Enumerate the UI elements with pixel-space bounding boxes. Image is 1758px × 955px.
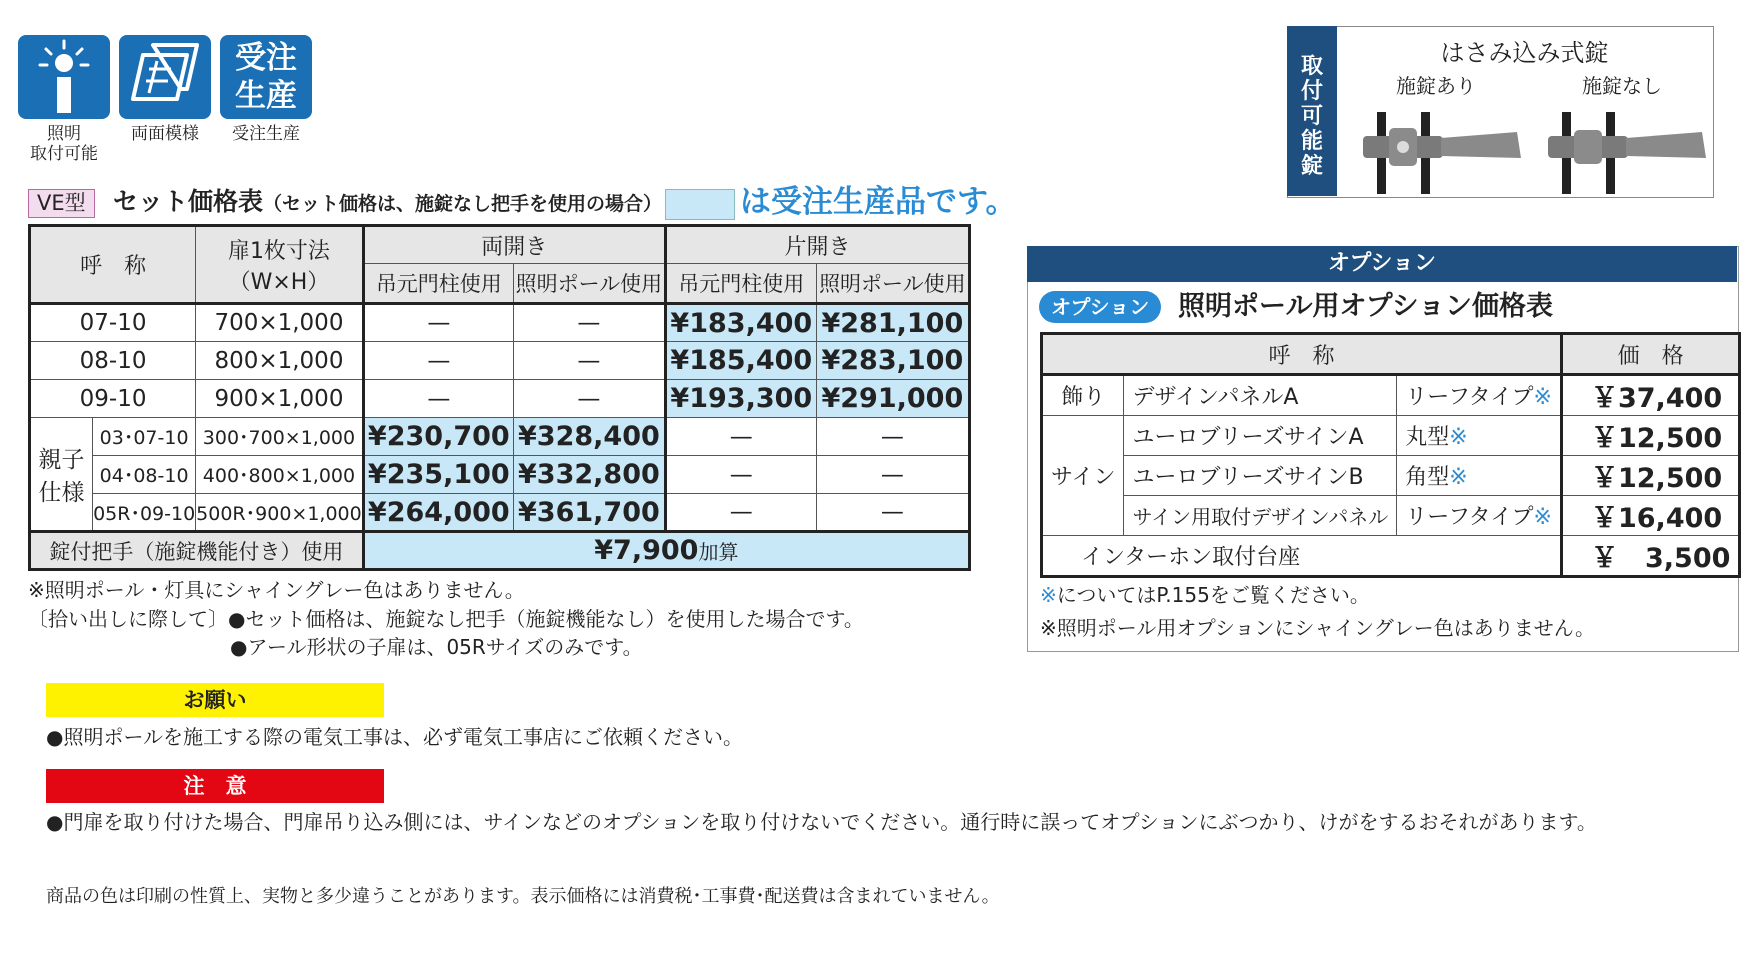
header-door-size: 扉1枚寸法 （W×H）	[196, 226, 364, 304]
double-sided-pattern-icon	[119, 35, 211, 119]
option-price: ￥37,400	[1561, 375, 1739, 416]
price-double-post: —	[363, 380, 513, 418]
option-note-shine-gray: ※照明ポール用オプションにシャイングレー色はありません。	[1040, 616, 1595, 640]
lock-with-icon	[1355, 108, 1525, 194]
group-decoration-label: 飾り	[1042, 375, 1124, 416]
option-name: サイン用取付デザインパネル	[1124, 496, 1397, 536]
row-size: 400･800×1,000	[196, 456, 364, 494]
price-double-light: —	[513, 380, 665, 418]
option-name: ユーロブリーズサインB	[1124, 456, 1397, 496]
row-name: 07-10	[30, 304, 196, 342]
table-row	[30, 494, 970, 532]
price-double-light: ¥332,800	[513, 456, 665, 494]
set-price-table-subtitle: （セット価格は、施錠なし把手を使用の場合）	[263, 193, 663, 215]
option-row	[1042, 536, 1740, 577]
option-row	[1042, 416, 1740, 456]
price-double-post: —	[363, 342, 513, 380]
header-double-post: 吊元門柱使用	[363, 264, 513, 304]
header-double-light: 照明ポール使用	[513, 264, 665, 304]
price-single-post: ¥183,400	[665, 304, 816, 342]
made-to-order-jumbo-line: 受注	[235, 40, 297, 76]
option-header-price: 価 格	[1561, 334, 1739, 375]
price-single-light: —	[816, 456, 969, 494]
row-size: 300･700×1,000	[196, 418, 364, 456]
lock-title: はさみ込み式錠	[1440, 39, 1609, 67]
price-double-post: —	[363, 304, 513, 342]
price-double-light: ¥328,400	[513, 418, 665, 456]
option-row	[1042, 496, 1740, 536]
option-note-reference: ※についてはP.155をご覧ください。	[1040, 583, 1370, 607]
price-single-light: —	[816, 494, 969, 532]
made-to-order-jumbo-line: 生産	[235, 78, 297, 114]
lock-without-label: 施錠なし	[1582, 74, 1662, 98]
ve-type-tag: VE型	[28, 189, 95, 218]
price-single-light: ¥283,100	[816, 342, 969, 380]
price-double-post: ¥264,000	[363, 494, 513, 532]
option-type: 角型※	[1397, 456, 1562, 496]
request-text: ●照明ポールを施工する際の電気工事は、必ず電気工事店にご依頼ください。	[46, 725, 744, 749]
caution-text: ●門扉を取り付けた場合、門扉吊り込み側には、サインなどのオプションを取り付けないでください。通行時に誤ってオプションにぶつかり、けがをするおそれがあります。	[46, 810, 1597, 834]
price-double-light: —	[513, 304, 665, 342]
lighting-feature-icon	[18, 35, 110, 119]
request-banner: お願い	[46, 683, 384, 717]
table-row	[30, 380, 970, 418]
price-single-post: —	[665, 418, 816, 456]
note-shine-gray: ※照明ポール・灯具にシャイングレー色はありません。	[28, 578, 525, 602]
table-row	[30, 304, 970, 342]
price-single-post: ¥193,300	[665, 380, 816, 418]
double-sided-pattern-caption: 両面模様	[131, 124, 199, 144]
note-set-price: 〔拾い出しに際して〕●セット価格は、施錠なし把手（施錠機能なし）を使用した場合です。	[28, 607, 864, 631]
price-single-light: ¥281,100	[816, 304, 969, 342]
option-header: オプション	[1027, 246, 1737, 282]
header-name: 呼 称	[30, 226, 196, 304]
set-price-table	[28, 224, 971, 571]
row-size: 500R･900×1,000	[196, 494, 364, 532]
price-double-post: ¥230,700	[363, 418, 513, 456]
table-row	[30, 342, 970, 380]
row-size: 900×1,000	[196, 380, 364, 418]
option-table-title: 照明ポール用オプション価格表	[1178, 291, 1554, 322]
option-pill: オプション	[1039, 291, 1161, 323]
option-row	[1042, 456, 1740, 496]
group-sign-label: サイン	[1042, 416, 1124, 536]
made-to-order-legend-text: は受注生産品です。	[740, 184, 1017, 220]
row-name: 03･07-10	[93, 418, 196, 456]
price-single-post: —	[665, 456, 816, 494]
color-disclaimer: 商品の色は印刷の性質上、実物と多少違うことがあります。表示価格には消費税･工事費･配送費は含まれていません。	[46, 886, 1000, 907]
price-single-post: —	[665, 494, 816, 532]
lock-handle-label: 錠付把手（施錠機能付き）使用	[30, 532, 364, 570]
price-single-post: ¥185,400	[665, 342, 816, 380]
price-double-light: —	[513, 342, 665, 380]
made-to-order-icon	[220, 35, 312, 119]
table-footer-row	[30, 532, 970, 570]
price-double-light: ¥361,700	[513, 494, 665, 532]
option-type: 丸型※	[1397, 416, 1562, 456]
option-price: ￥12,500	[1561, 456, 1739, 496]
lock-with-label: 施錠あり	[1396, 74, 1476, 98]
made-to-order-caption: 受注生産	[232, 124, 300, 144]
option-type: リーフタイプ※	[1397, 375, 1562, 416]
price-single-light: —	[816, 418, 969, 456]
option-type: リーフタイプ※	[1397, 496, 1562, 536]
row-size: 800×1,000	[196, 342, 364, 380]
header-single-opening: 片開き	[665, 226, 969, 264]
caution-banner: 注 意	[46, 769, 384, 803]
row-name: 08-10	[30, 342, 196, 380]
row-name: 04･08-10	[93, 456, 196, 494]
row-name: 09-10	[30, 380, 196, 418]
option-row	[1042, 375, 1740, 416]
option-name: ユーロブリーズサインA	[1124, 416, 1397, 456]
parent-child-spec-label: 親子 仕様	[30, 418, 93, 532]
table-row	[30, 456, 970, 494]
option-price: ￥12,500	[1561, 416, 1739, 456]
header-single-post: 吊元門柱使用	[665, 264, 816, 304]
option-name: インターホン取付台座	[1042, 536, 1562, 577]
header-single-light: 照明ポール使用	[816, 264, 969, 304]
lock-side-label: 取 付 可 能 錠	[1287, 26, 1337, 196]
price-double-post: ¥235,100	[363, 456, 513, 494]
option-price-table	[1040, 332, 1741, 578]
table-row	[30, 418, 970, 456]
lock-handle-price: ¥7,900加算	[363, 532, 969, 570]
lock-without-icon	[1540, 108, 1710, 194]
note-arch-door: ●アール形状の子扉は、05Rサイズのみです。	[230, 635, 643, 659]
option-name: デザインパネルA	[1124, 375, 1397, 416]
lighting-feature-caption: 照明 取付可能	[30, 124, 98, 164]
set-price-table-title: セット価格表（セット価格は、施錠なし把手を使用の場合）	[113, 187, 663, 216]
option-price: ￥ 3,500	[1561, 536, 1739, 577]
header-double-opening: 両開き	[363, 226, 665, 264]
option-header-name: 呼 称	[1042, 334, 1562, 375]
row-name: 05R･09-10	[93, 494, 196, 532]
row-size: 700×1,000	[196, 304, 364, 342]
price-single-light: ¥291,000	[816, 380, 969, 418]
made-to-order-legend-swatch	[665, 189, 735, 220]
option-price: ￥16,400	[1561, 496, 1739, 536]
